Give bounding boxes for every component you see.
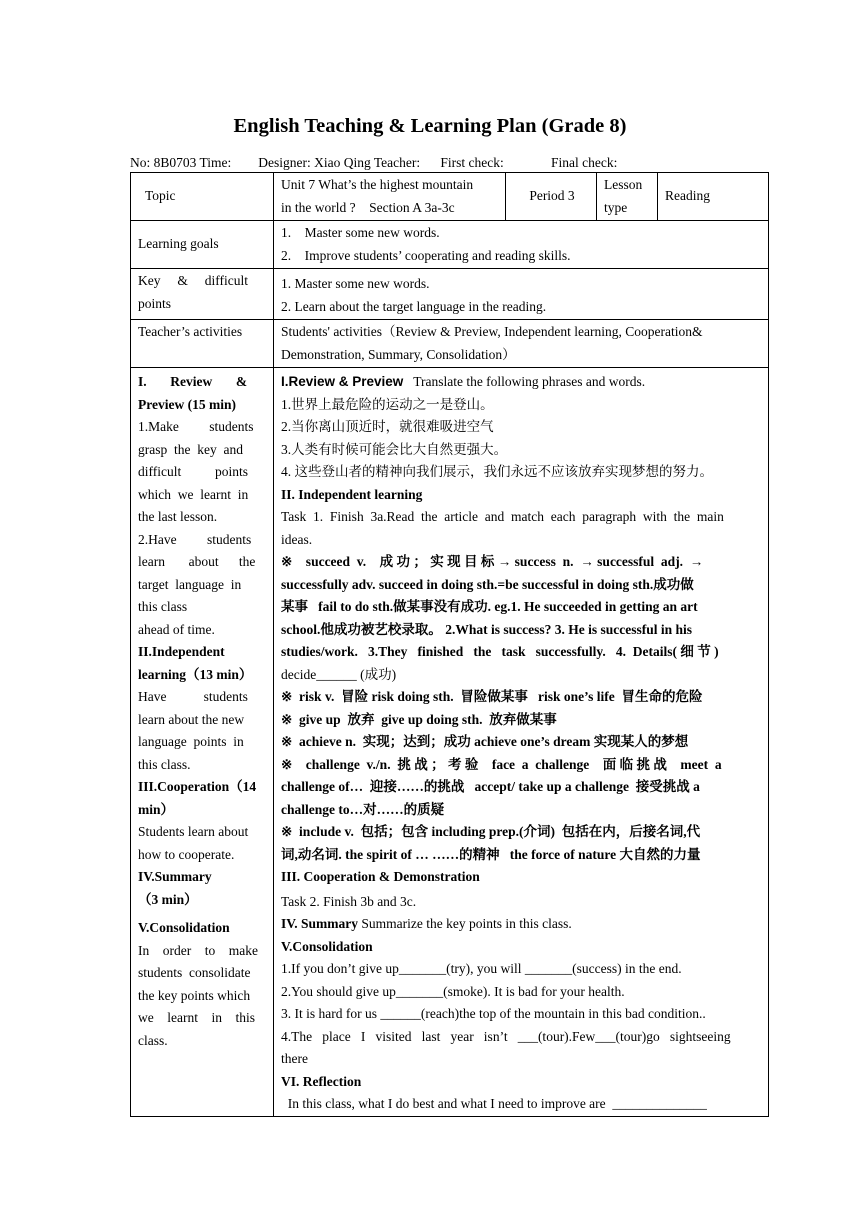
page-title: English Teaching & Learning Plan (Grade 8): [233, 115, 627, 137]
goals-row: [131, 221, 769, 269]
topic-line-1: Unit 7 What’s the highest mountain: [281, 177, 474, 192]
teacher-line: learn about the new: [138, 711, 245, 727]
teacher-activities-cell: [131, 368, 274, 1117]
lesson-type-label-2: type: [604, 199, 628, 215]
teacher-line: target language in: [138, 576, 242, 592]
topic-label: Topic: [145, 188, 176, 204]
translation-item: 2.当你离山顶近时，就很难吸进空气: [281, 419, 494, 434]
task1-line: Task 1. Finish 3a.Read the article and match each paragraph with the main: [281, 509, 724, 524]
task2-line: Task 2. Finish 3b and 3c.: [281, 893, 417, 909]
key-label-2: points: [138, 295, 172, 311]
review-preview-heading-2: Preview (15 min): [138, 396, 236, 412]
key-point-item: 1. Master some new words.: [281, 276, 430, 291]
exercise-item: 2.You should give up_______(smoke). It is bad for your health.: [281, 983, 625, 999]
lesson-type-value-cell: [658, 173, 769, 221]
content-row: [131, 368, 769, 1117]
reflection-title: VI. Reflection: [281, 1073, 362, 1089]
teacher-line: which we learnt in: [138, 486, 249, 502]
teacher-line: the last lesson.: [138, 509, 218, 524]
teacher-line: learn about the: [138, 554, 256, 569]
key-label-1: Key & difficult: [138, 273, 248, 288]
review-instructions: Translate the following phrases and words.: [403, 374, 646, 389]
independent-learning-heading-2: learning（13 min）: [138, 666, 253, 682]
teacher-line: we learnt in this: [138, 1010, 255, 1025]
teacher-line: language points in: [138, 734, 244, 749]
students-activities-header-2: Demonstration, Summary, Consolidation）: [281, 346, 516, 362]
key-point-item: 2. Learn about the target language in the reading.: [281, 298, 547, 314]
meta-line: No: 8B0703 Time: Designer: Xiao Qing Teacher: First check: Final check:: [130, 155, 618, 170]
teacher-line: 2.Have students: [138, 531, 252, 547]
lesson-type-value: Reading: [665, 188, 710, 204]
teacher-header-cell: [131, 320, 274, 368]
vocab-line: ※ succeed v. 成 功 ； 实 现 目 标 → success n. → successful adj. →: [281, 554, 704, 569]
vocab-line: ※ include v. 包括；包含 including prep.(介词) 包括在内，后接名词,代: [281, 824, 701, 839]
teacher-activities-header: Teacher’s activities: [138, 324, 243, 339]
vocab-line: successfully adv. succeed in doing sth.=be successful in doing sth.成功做: [281, 576, 694, 592]
teacher-line: Students learn about: [138, 824, 249, 839]
review-preview-title: I.Review & Preview: [281, 374, 404, 389]
teacher-line: students consolidate: [138, 965, 251, 980]
independent-learning-title: II. Independent learning: [281, 486, 423, 502]
cooperation-title: III. Cooperation & Demonstration: [281, 869, 480, 884]
consolidation-heading: V.Consolidation: [138, 920, 230, 935]
review-preview-heading: I. Review &: [138, 374, 248, 389]
teacher-line: ahead of time.: [138, 621, 215, 637]
exercise-item: 4.The place I visited last year isn’t ___(tour).Few___(tour)go sightseeing: [281, 1028, 731, 1044]
task1-line: ideas.: [281, 531, 313, 547]
lesson-type-label-1: Lesson: [604, 177, 643, 192]
summary-text: Summarize the key points in this class.: [358, 916, 572, 931]
plan-table: [130, 172, 769, 1117]
teacher-line: difficult points: [138, 464, 248, 479]
independent-learning-heading: II.Independent: [138, 644, 225, 659]
key-points-cell: [274, 269, 769, 320]
vocab-line: studies/work. 3.They finished the task successfully. 4. Details( 细 节 ): [281, 644, 719, 659]
topic-line-2: in the world ? Section A 3a-3c: [281, 199, 455, 215]
cooperation-heading: III.Cooperation（14: [138, 779, 257, 794]
vocab-line: school.他成功被艺校录取。 2.What is success? 3. He is successful in his: [281, 621, 693, 637]
vocab-line: challenge of… 迎接……的挑战 accept/ take up a challenge 接受挑战 a: [281, 779, 700, 794]
vocab-line: ※ achieve n. 实现；达到；成功 achieve one’s dream 实现某人的梦想: [281, 734, 689, 749]
key-label-cell: [131, 269, 274, 320]
students-header-cell: [274, 320, 769, 368]
summary-heading: IV.Summary: [138, 869, 212, 884]
vocab-line: ※ challenge v./n. 挑 战 ； 考 验 face a challenge 面 临 挑 战 meet a: [281, 756, 722, 772]
summary-line: [281, 913, 763, 936]
vocab-line: challenge to…对……的质疑: [281, 801, 445, 817]
summary-title: IV. Summary: [281, 916, 359, 931]
teacher-line: how to cooperate.: [138, 846, 235, 862]
exercise-item: 3. It is hard for us ______(reach)the top of the mountain in this bad condition..: [281, 1006, 706, 1021]
summary-heading-2: （3 min）: [138, 891, 198, 907]
translation-item: 3.人类有时候可能会比大自然更强大。: [281, 441, 508, 457]
translation-item: 1.世界上最危险的运动之一是登山。: [281, 396, 494, 412]
goal-item: 1. Master some new words.: [281, 225, 440, 240]
translation-item: 4. 这些登山者的精神向我们展示，我们永远不应该放弃实现梦想的努力。: [281, 464, 713, 479]
teacher-line: the key points which: [138, 987, 251, 1003]
vocab-line: 词,动名词. the spirit of … ……的精神 the force of nature 大自然的力量: [281, 846, 701, 862]
teacher-line: In order to make: [138, 942, 258, 958]
teacher-line: this class.: [138, 756, 191, 772]
exercise-item: there: [281, 1051, 308, 1066]
student-activities-cell: [274, 368, 769, 1117]
exercise-item: 1.If you don’t give up_______(try), you will _______(success) in the end.: [281, 961, 682, 976]
students-activities-header-1: Students' activities（Review & Preview, Independent learning, Cooperation&: [281, 324, 703, 339]
goals-label: Learning goals: [138, 236, 219, 252]
vocab-line: 某事 fail to do sth.做某事没有成功. eg.1. He succeeded in getting an art: [281, 599, 698, 614]
cooperation-heading-2: min）: [138, 801, 175, 817]
key-points-row: [131, 269, 769, 320]
activities-header-row: [131, 320, 769, 368]
lesson-type-label-cell: [597, 173, 658, 221]
review-line: [281, 371, 763, 394]
teacher-line: this class: [138, 599, 188, 614]
period-value: Period 3: [529, 188, 575, 204]
vocab-line: ※ risk v. 冒险 risk doing sth. 冒险做某事 risk one’s life 冒生命的危险: [281, 689, 703, 704]
vocab-line: ※ give up 放弃 give up doing sth. 放弃做某事: [281, 711, 557, 727]
topic-row: [131, 173, 769, 221]
teacher-line: grasp the key and: [138, 441, 243, 457]
vocab-line: decide______ (成功): [281, 666, 397, 682]
topic-value-cell: [274, 173, 506, 221]
teacher-line: class.: [138, 1032, 168, 1048]
goals-cell: [274, 221, 769, 269]
goal-item: 2. Improve students’ cooperating and reading skills.: [281, 247, 571, 263]
topic-label-cell: [131, 173, 274, 221]
goals-label-cell: [131, 221, 274, 269]
consolidation-title: V.Consolidation: [281, 938, 373, 954]
teacher-line: Have students: [138, 689, 248, 704]
teacher-line: 1.Make students: [138, 419, 254, 434]
period-cell: [506, 173, 597, 221]
reflection-text: In this class, what I do best and what I need to improve are ______________: [281, 1096, 707, 1111]
